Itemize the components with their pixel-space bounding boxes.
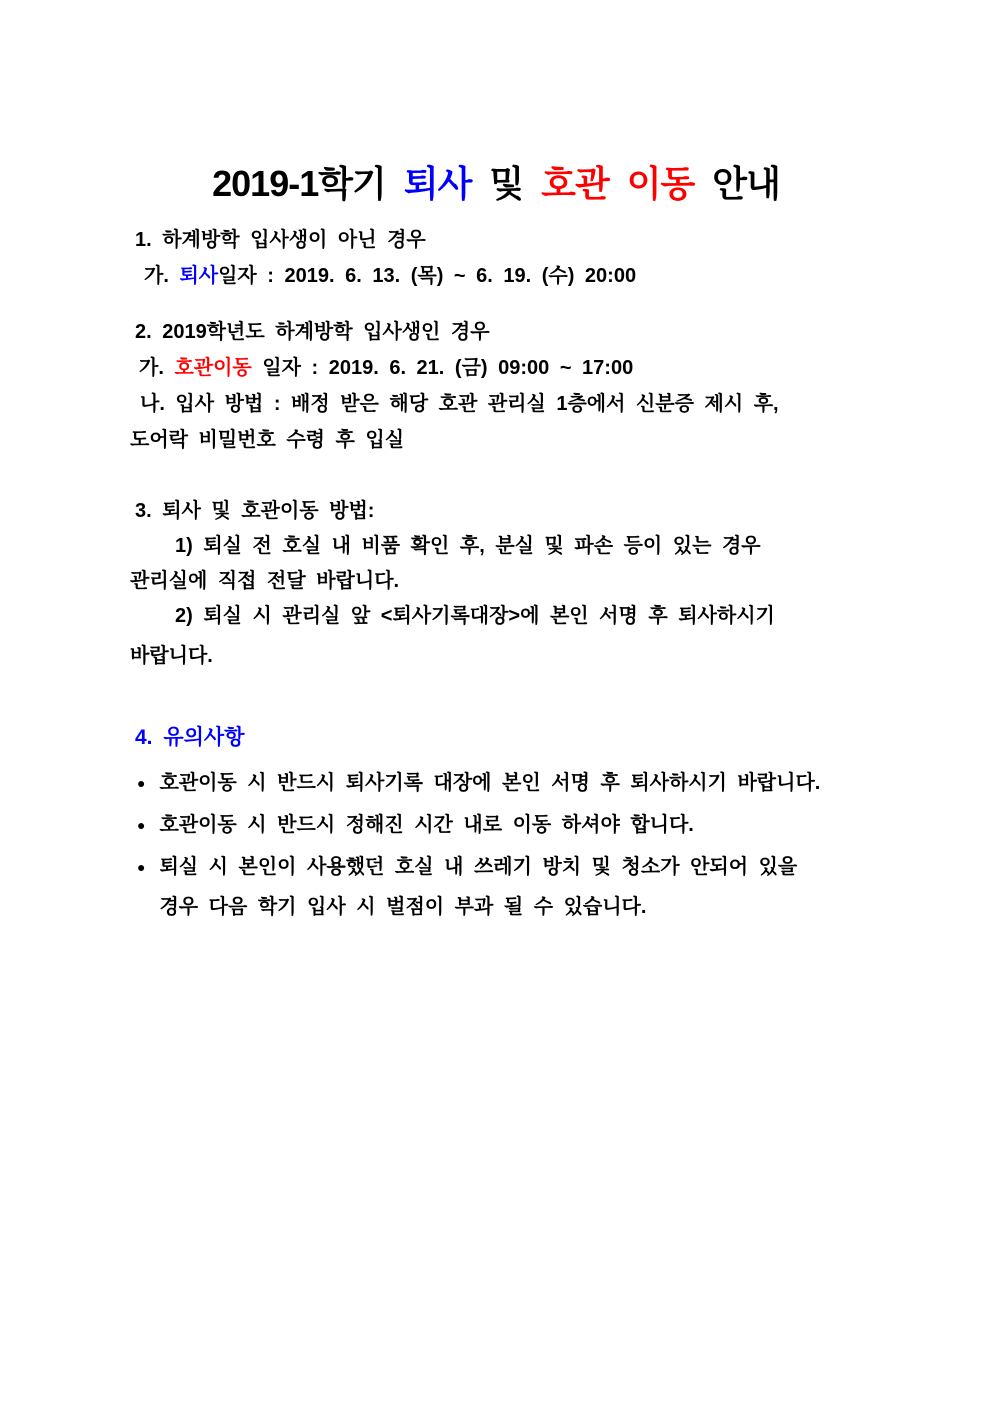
notice-bullet-list	[130, 766, 930, 925]
bullet-text	[159, 808, 693, 843]
section3-item2-line2: 바랍니다.	[130, 645, 213, 667]
page-title	[0, 156, 992, 207]
title-building-move-highlight: 호관 이동	[541, 163, 695, 204]
bullet-text	[159, 766, 820, 801]
bullet-item	[137, 850, 930, 925]
section1-heading: 1. 하계방학 입사생이 아닌 경우	[135, 229, 426, 251]
bullet-item	[137, 766, 930, 801]
section2-item-checkin-method-line1: 나. 입사 방법 : 배정 받은 해당 호관 관리실 1층에서 신분증 제시 후,	[140, 393, 779, 415]
section2-item-rest: 일자 : 2019. 6. 21. (금) 09:00 ~ 17:00	[262, 357, 634, 379]
section2-heading: 2. 2019학년도 하계방학 입사생인 경우	[135, 321, 490, 343]
section2-move-highlight: 호관이동	[174, 357, 252, 379]
section3-heading: 3. 퇴사 및 호관이동 방법:	[135, 500, 375, 522]
section1-item-checkout-date	[144, 258, 930, 294]
section4-heading: 4. 유의사항	[135, 726, 245, 749]
bullet-icon: ●	[137, 775, 146, 791]
section3-item2-line1: 2) 퇴실 시 관리실 앞 <퇴사기록대장>에 본인 서명 후 퇴사하시기	[175, 605, 775, 627]
section2-item-checkin-method-line2: 도어락 비밀번호 수령 후 입실	[130, 429, 405, 451]
section3-item1-line2: 관리실에 직접 전달 바랍니다.	[130, 570, 400, 592]
title-and: 및	[489, 163, 524, 204]
title-checkout-highlight: 퇴사	[403, 163, 472, 204]
section1-checkout-highlight: 퇴사	[179, 265, 219, 287]
section2-item-move-date	[139, 350, 930, 386]
bullet3-line2: 경우 다음 학기 입사 시 벌점이 부과 될 수 있습니다.	[159, 896, 647, 918]
section3-item1-line1: 1) 퇴실 전 호실 내 비품 확인 후, 분실 및 파손 등이 있는 경우	[175, 535, 761, 557]
section2-item-prefix: 가.	[139, 357, 164, 379]
title-semester: 2019-1학기	[212, 163, 386, 204]
section1-item-prefix: 가.	[144, 265, 169, 287]
bullet-icon: ●	[137, 859, 146, 875]
title-notice: 안내	[712, 163, 780, 204]
bullet3-line1: 퇴실 시 본인이 사용했던 호실 내 쓰레기 방치 및 청소가 안되어 있을	[159, 856, 798, 878]
bullet-text	[159, 850, 797, 925]
document-body	[130, 222, 930, 932]
bullet1-line1: 호관이동 시 반드시 퇴사기록 대장에 본인 서명 후 퇴사하시기 바랍니다.	[159, 772, 821, 794]
bullet-icon: ●	[137, 817, 146, 833]
bullet-item	[137, 808, 930, 843]
bullet2-line1: 호관이동 시 반드시 정해진 시간 내로 이동 하셔야 합니다.	[159, 814, 694, 836]
section1-item-rest: 일자 : 2019. 6. 13. (목) ~ 6. 19. (수) 20:00	[218, 265, 637, 287]
